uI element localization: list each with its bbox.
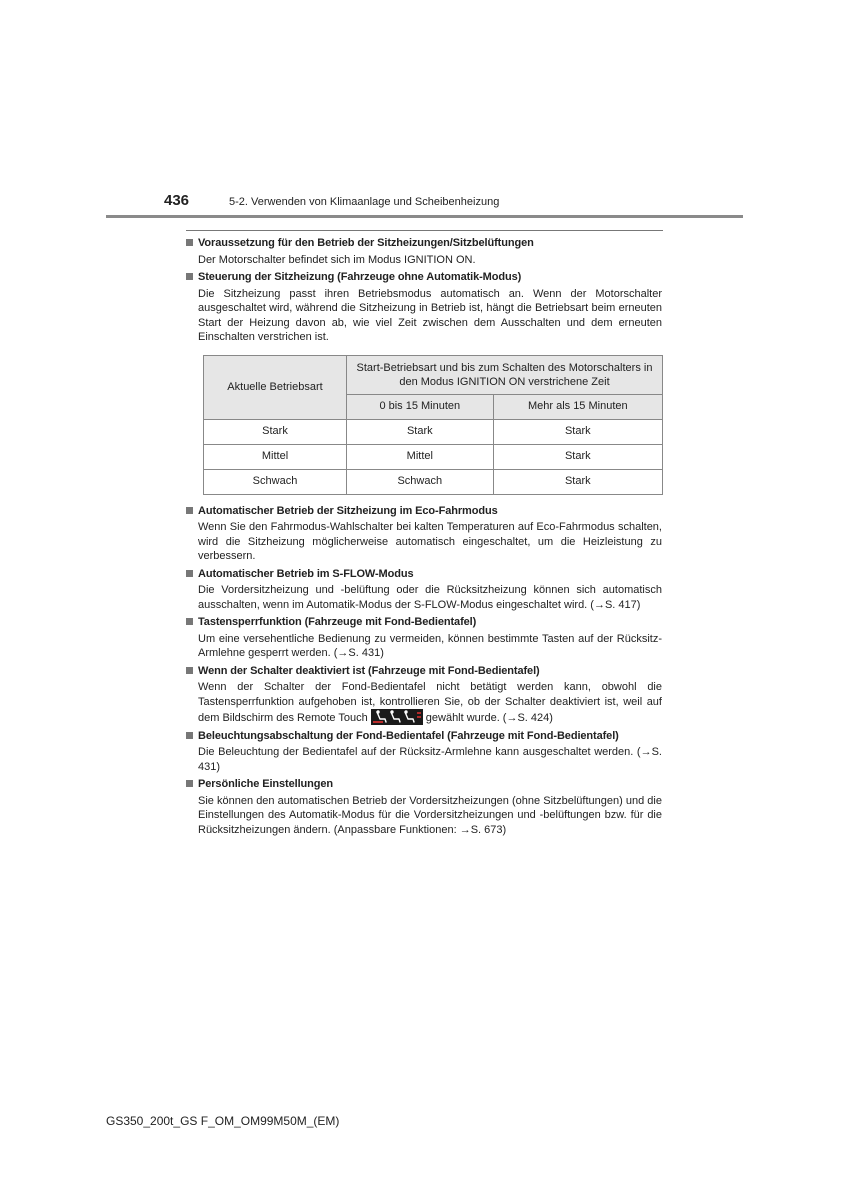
page-number: 436 [164, 192, 190, 209]
table-cell: Mittel [204, 444, 347, 469]
section-text: Die Vordersitzheizung und -belüftung oder die Rücksitzheizung können sich automatisch ausschalten, wenn im Automatik-Modus der S-FLOW-Modus eingeschaltet wird. (→S. 417) [198, 584, 662, 611]
section-title: Beleuchtungsabschaltung der Fond-Bedientafel (Fahrzeuge mit Fond-Bedientafel) [198, 729, 619, 742]
section-text: Der Motorschalter befindet sich im Modus IGNITION ON. [198, 253, 476, 266]
section-title: Steuerung der Sitzheizung (Fahrzeuge ohne Automatik-Modus) [198, 271, 522, 283]
bullet-square-icon [186, 618, 193, 625]
table-subheader-long: Mehr als 15 Minuten [493, 394, 662, 419]
chapter-title: 5-2. Verwenden von Klimaanlage und Scheibenheizung [229, 196, 500, 208]
section-text-tail: gewählt wurde. (→S. 424) [425, 712, 553, 724]
table-row [204, 419, 663, 444]
bullet-square-icon [186, 570, 193, 577]
section-s-flow [186, 567, 662, 613]
section-title: Automatischer Betrieb der Sitzheizung im Eco-Fahrmodus [198, 504, 498, 517]
footer-code: GS350_200t_GS F_OM_OM99M50M_(EM) [106, 1114, 340, 1128]
table-header-start-mode: Start-Betriebsart und bis zum Schalten des Motorschalters in den Modus IGNITION ON verstrichene Zeit [347, 355, 663, 394]
section-text: Wenn Sie den Fahrmodus-Wahlschalter bei kalten Temperaturen auf Eco-Fahrmodus schalten, wird die Sitzheizung möglicherweise automatisch eingeschaltet, um die Heizleistung zu verbessern. [198, 521, 662, 562]
table-row [204, 444, 663, 469]
section-lighting-off [186, 729, 662, 775]
section-personal-settings [186, 777, 662, 837]
section-text: Die Sitzheizung passt ihren Betriebsmodus automatisch an. Wenn der Motorschalter ausgeschaltet wird, während die Sitzheizung in Betrieb ist, hängt die Betriebsart beim erneuten Start der Heizung davon ab, wie viel Zeit zwischen dem Ausschalten und dem erneuten Einschalten verstrichen ist. [198, 287, 662, 343]
table-cell: Stark [493, 419, 662, 444]
bullet-square-icon [186, 780, 193, 787]
table-cell: Schwach [204, 469, 347, 494]
section-text: Die Beleuchtung der Bedientafel auf der Rücksitz-Armlehne kann ausgeschaltet werden. (→S. 431) [198, 746, 662, 773]
operating-mode-table [203, 355, 663, 495]
section-text: Um eine versehentliche Bedienung zu vermeiden, können bestimmte Tasten auf der Rücksitz-Armlehne gesperrt werden. (→S. 431) [198, 632, 662, 659]
table-cell: Stark [204, 419, 347, 444]
table-cell: Stark [347, 419, 494, 444]
section-title: Voraussetzung für den Betrieb der Sitzheizungen/Sitzbelüftungen [198, 237, 534, 249]
section-eco-mode [186, 504, 662, 564]
table-cell: Stark [493, 469, 662, 494]
section-seat-heater-control [186, 270, 662, 495]
section-title: Wenn der Schalter deaktiviert ist (Fahrzeuge mit Fond-Bedientafel) [198, 664, 540, 677]
table-cell: Mittel [347, 444, 494, 469]
header-rule [106, 215, 743, 218]
table-row [204, 469, 663, 494]
table-subheader-short: 0 bis 15 Minuten [347, 394, 494, 419]
table-cell: Stark [493, 444, 662, 469]
section-requirements [186, 236, 662, 267]
page-content [186, 236, 662, 840]
section-key-lock [186, 615, 662, 661]
section-switch-disabled [186, 664, 662, 726]
content-rule [186, 230, 663, 231]
table-header-current-mode: Aktuelle Betriebsart [204, 355, 347, 419]
bullet-square-icon [186, 239, 193, 246]
bullet-square-icon [186, 667, 193, 674]
section-text: Wenn der Schalter der Fond-Bedientafel nicht betätigt werden kann, obwohl die Tastensperrfunktion aufgehoben ist, kontrollieren Sie, ob der Schalter deaktiviert ist, weil auf dem Bildschirm des Remote Touch [198, 681, 662, 724]
bullet-square-icon [186, 507, 193, 514]
section-text: Sie können den automatischen Betrieb der Vordersitzheizungen (ohne Sitzbelüftungen) und die Einstellungen des Automatik-Modus für die Vordersitzheizungen und -belüftungen bzw. für die Rücksitzheizungen ändern. (Anpassbare Funktionen: →S. 673) [198, 794, 662, 836]
bullet-square-icon [186, 732, 193, 739]
bullet-square-icon [186, 273, 193, 280]
rear-seat-icon [371, 709, 423, 725]
table-cell: Schwach [347, 469, 494, 494]
section-title: Automatischer Betrieb im S-FLOW-Modus [198, 567, 414, 580]
section-title: Tastensperrfunktion (Fahrzeuge mit Fond-Bedientafel) [198, 616, 477, 628]
section-title: Persönliche Einstellungen [198, 778, 334, 790]
